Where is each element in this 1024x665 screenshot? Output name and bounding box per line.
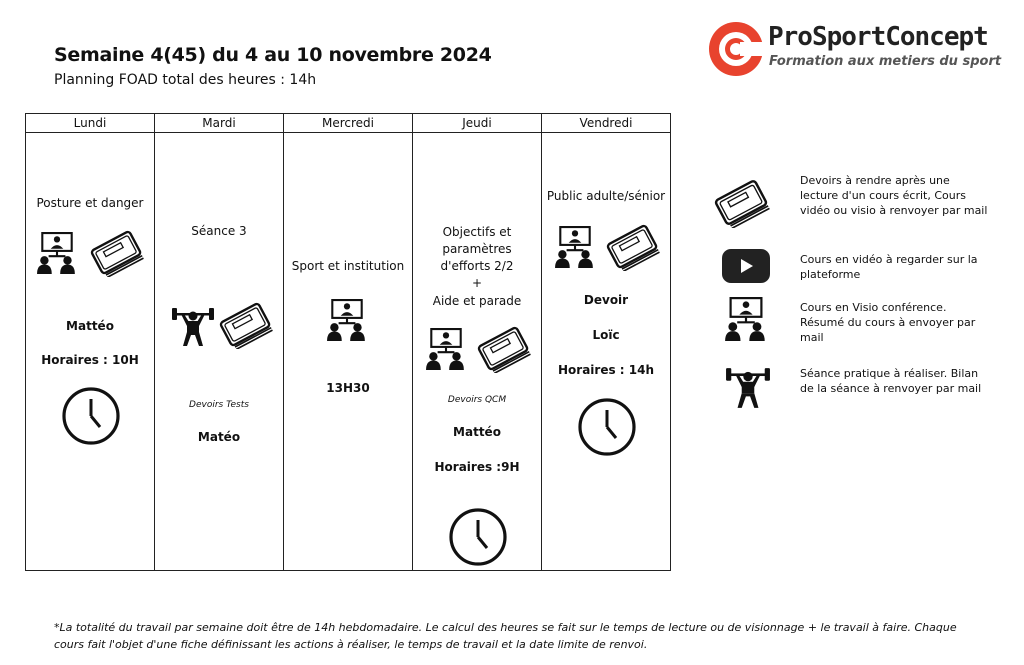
legend-video-text: Cours en vidéo à regarder sur la plateforme [800, 253, 978, 281]
mardi-note: Devoirs Tests [189, 400, 249, 410]
legend-visio-text: Cours en Visio conférence. Résumé du cours à envoyer par mail [800, 301, 976, 344]
day-cell-lundi [26, 133, 155, 571]
book-icon [606, 221, 660, 271]
logo-name: ProSportConcept [768, 22, 988, 52]
day-cell-vendredi [542, 133, 671, 571]
book-icon [90, 227, 144, 277]
footnote: *La totalité du travail par semaine doit être de 14h hebdomadaire. Le calcul des heures se fait sur le temps de lecture ou de visionnage + le travail à faire. Chaque cours fait l'objet d'une fiche définissant les actions à réaliser, le temps de travail et la date limite de renvoi. [54, 621, 957, 651]
day-header-jeudi: Jeudi [413, 114, 542, 133]
day-cell-jeudi [413, 133, 542, 571]
book-icon [477, 323, 531, 373]
jeudi-hours: Horaires :9H [434, 460, 520, 474]
jeudi-topic-line-3: d'efforts 2/2 [440, 259, 514, 273]
jeudi-person: Mattéo [453, 425, 501, 439]
vendredi-topic: Public adulte/sénior [546, 189, 666, 203]
visio-icon [425, 327, 467, 371]
vendredi-label: Devoir [583, 293, 629, 307]
book-icon [219, 299, 273, 349]
mardi-topic: Séance 3 [191, 224, 247, 238]
jeudi-topic-line-4: + [471, 276, 483, 290]
day-cell-mercredi [284, 133, 413, 571]
legend-book-icon [714, 176, 770, 228]
vendredi-person: Loïc [592, 328, 620, 342]
weightlifter-icon [171, 303, 215, 349]
legend-weightlifter-text: Séance pratique à réaliser. Bilan de la séance à renvoyer par mail [800, 367, 982, 395]
clock-icon [577, 397, 637, 457]
visio-icon [36, 231, 78, 275]
mardi-person: Matéo [197, 430, 241, 444]
jeudi-note: Devoirs QCM [447, 395, 507, 405]
lundi-topic: Posture et danger [36, 196, 144, 210]
legend-video-play-icon [722, 249, 770, 283]
legend-book-text: Devoirs à rendre après une lecture d'un cours écrit, Cours vidéo ou visio à renvoyer par mail [800, 174, 988, 217]
page-title: Semaine 4(45) du 4 au 10 novembre 2024 [54, 44, 492, 66]
day-cell-mardi [155, 133, 284, 571]
lundi-hours: Horaires : 10H [41, 353, 139, 367]
mercredi-topic: Sport et institution [291, 259, 405, 273]
page-subtitle: Planning FOAD total des heures : 14h [54, 72, 317, 88]
day-header-mercredi: Mercredi [284, 114, 413, 133]
legend-weightlifter-icon [725, 364, 771, 410]
vendredi-hours: Horaires : 14h [557, 363, 654, 377]
jeudi-topic-line-1: Objectifs et [442, 225, 512, 239]
clock-icon [61, 386, 121, 446]
schedule-header-row [26, 114, 671, 133]
weekly-schedule-table [25, 113, 671, 571]
legend-visio-icon [724, 296, 768, 342]
logo-c-icon [706, 20, 766, 78]
visio-icon [554, 225, 596, 269]
lundi-person: Mattéo [66, 319, 114, 333]
logo-tagline: Formation aux metiers du sport [769, 54, 1002, 69]
jeudi-topic-line-2: paramètres [442, 242, 512, 256]
schedule-body-row [26, 133, 671, 571]
clock-icon [448, 507, 508, 567]
jeudi-topic-line-5: Aide et parade [432, 294, 522, 308]
visio-icon [326, 298, 368, 342]
mercredi-time: 13H30 [326, 381, 370, 395]
day-header-mardi: Mardi [155, 114, 284, 133]
day-header-vendredi: Vendredi [542, 114, 671, 133]
day-header-lundi: Lundi [26, 114, 155, 133]
